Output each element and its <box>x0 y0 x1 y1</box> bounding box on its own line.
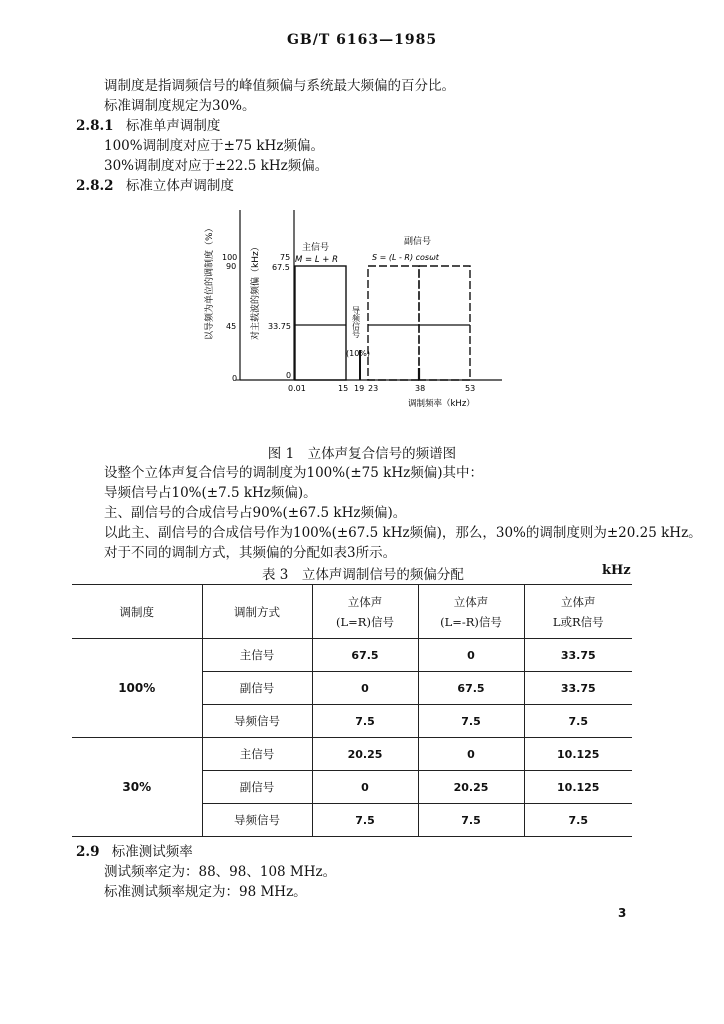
y-right-tick: 33.75 <box>268 322 291 331</box>
value-cell: 7.5 <box>418 705 524 738</box>
value-cell: 7.5 <box>312 705 418 738</box>
x-tick: 15 <box>338 384 349 393</box>
value-cell: 7.5 <box>524 705 632 738</box>
section-number: 2.8.2 <box>76 178 114 194</box>
y-left-tick: 90 <box>226 262 237 271</box>
paragraph-test-frequencies: 测试频率定为：88、98、108 MHz。 <box>104 864 337 880</box>
pilot-label: 导频信号 <box>351 306 361 338</box>
value-cell: 0 <box>312 771 418 804</box>
paragraph-composite: 设整个立体声复合信号的调制度为100%(±75 kHz频偏)其中： <box>104 465 483 481</box>
header-text: 立体声 (L=-R)信号 <box>440 594 502 629</box>
type-cell: 主信号 <box>202 738 312 771</box>
page-header: GB/T 6163—1985 <box>286 32 438 48</box>
section-2-8-2 <box>76 176 234 196</box>
x-tick: 0.01 <box>288 384 306 393</box>
value-cell: 7.5 <box>524 804 632 837</box>
type-cell: 主信号 <box>202 639 312 672</box>
header-text: 立体声 L或R信号 <box>552 594 604 629</box>
main-signal-formula: M = L + R <box>295 255 339 265</box>
sub-signal-formula: S = (L - R) cosωt <box>372 253 439 262</box>
y-right-tick: 67.5 <box>272 263 290 272</box>
value-cell: 7.5 <box>312 804 418 837</box>
x-tick: 19 <box>354 384 365 393</box>
y-left-tick: 0 <box>232 374 238 383</box>
value-cell: 67.5 <box>418 672 524 705</box>
section-2-9 <box>76 842 193 862</box>
main-signal-label: 主信号 <box>302 243 330 253</box>
y-left-tick: 100 <box>222 253 238 262</box>
modulation-cell: 30% <box>72 738 202 837</box>
value-cell: 33.75 <box>524 672 632 705</box>
y-right-label: 对主载波的频偏（kHz） <box>251 242 261 340</box>
y-left-label: 以导频为单位的调制度（%） <box>205 223 215 340</box>
y-left-tick: 45 <box>226 322 237 331</box>
figure-caption: 图 1 立体声复合信号的频谱图 <box>267 446 457 462</box>
type-cell: 副信号 <box>202 771 312 804</box>
paragraph-30-percent: 以此主、副信号的合成信号作为100%(±67.5 kHz频偏)，那么，30%的调制度则为±20.25 kHz。 <box>104 525 702 541</box>
table-header-row <box>72 585 632 639</box>
sub-signal-upper-block <box>419 266 470 380</box>
header-text: 立体声 (L=R)信号 <box>336 594 394 629</box>
paragraph-mono-100: 100%调制度对应于±75 kHz频偏。 <box>104 138 324 154</box>
value-cell: 20.25 <box>418 771 524 804</box>
header-text: 调制度 <box>119 604 154 619</box>
table-row <box>72 738 632 771</box>
y-right-tick: 75 <box>280 253 291 262</box>
value-cell: 0 <box>312 672 418 705</box>
paragraph-main-sub: 主、副信号的合成信号占90%(±67.5 kHz频偏)。 <box>104 505 407 521</box>
page-number: 3 <box>618 906 627 920</box>
paragraph-pilot: 导频信号占10%(±7.5 kHz频偏)。 <box>104 485 317 501</box>
sub-signal-label: 副信号 <box>404 237 432 247</box>
modulation-cell: 100% <box>72 639 202 738</box>
deviation-table <box>72 584 632 837</box>
x-tick: 23 <box>368 384 379 393</box>
x-tick: 38 <box>415 384 426 393</box>
y-right-tick: 0 <box>286 371 292 380</box>
header-cell <box>202 585 312 639</box>
value-cell: 0 <box>418 639 524 672</box>
section-number: 2.8.1 <box>76 118 114 134</box>
type-cell: 导频信号 <box>202 804 312 837</box>
x-axis-label: 调制频率（kHz） <box>408 399 475 409</box>
x-tick: 53 <box>465 384 476 393</box>
paragraph-table-ref: 对于不同的调制方式，其频偏的分配如表3所示。 <box>104 545 397 561</box>
value-cell: 67.5 <box>312 639 418 672</box>
header-cell <box>72 585 202 639</box>
section-2-8-1 <box>76 116 220 136</box>
section-title: 标准单声调制度 <box>125 118 221 134</box>
table-unit: kHz <box>602 563 631 578</box>
paragraph-standard-modulation: 标准调制度规定为30%。 <box>104 98 256 114</box>
header-cell <box>524 585 632 639</box>
value-cell: 7.5 <box>418 804 524 837</box>
section-title: 标准测试频率 <box>111 844 193 860</box>
value-cell: 20.25 <box>312 738 418 771</box>
section-title: 标准立体声调制度 <box>125 178 234 194</box>
header-cell <box>418 585 524 639</box>
type-cell: 导频信号 <box>202 705 312 738</box>
paragraph-standard-test-frequency: 标准测试频率规定为：98 MHz。 <box>104 884 307 900</box>
table-row <box>72 639 632 672</box>
type-cell: 副信号 <box>202 672 312 705</box>
pilot-percent: (10%) <box>346 349 371 358</box>
sub-signal-lower-block <box>368 266 419 380</box>
paragraph-mono-30: 30%调制度对应于±22.5 kHz频偏。 <box>104 158 329 174</box>
value-cell: 0 <box>418 738 524 771</box>
value-cell: 10.125 <box>524 771 632 804</box>
table-title: 表 3 立体声调制信号的频偏分配 <box>262 567 464 583</box>
paragraph-definition: 调制度是指调频信号的峰值频偏与系统最大频偏的百分比。 <box>104 78 455 94</box>
main-signal-block <box>295 266 346 380</box>
header-text: 调制方式 <box>234 604 280 619</box>
section-number: 2.9 <box>76 844 100 860</box>
value-cell: 10.125 <box>524 738 632 771</box>
value-cell: 33.75 <box>524 639 632 672</box>
spectrum-figure <box>196 208 526 412</box>
header-cell <box>312 585 418 639</box>
